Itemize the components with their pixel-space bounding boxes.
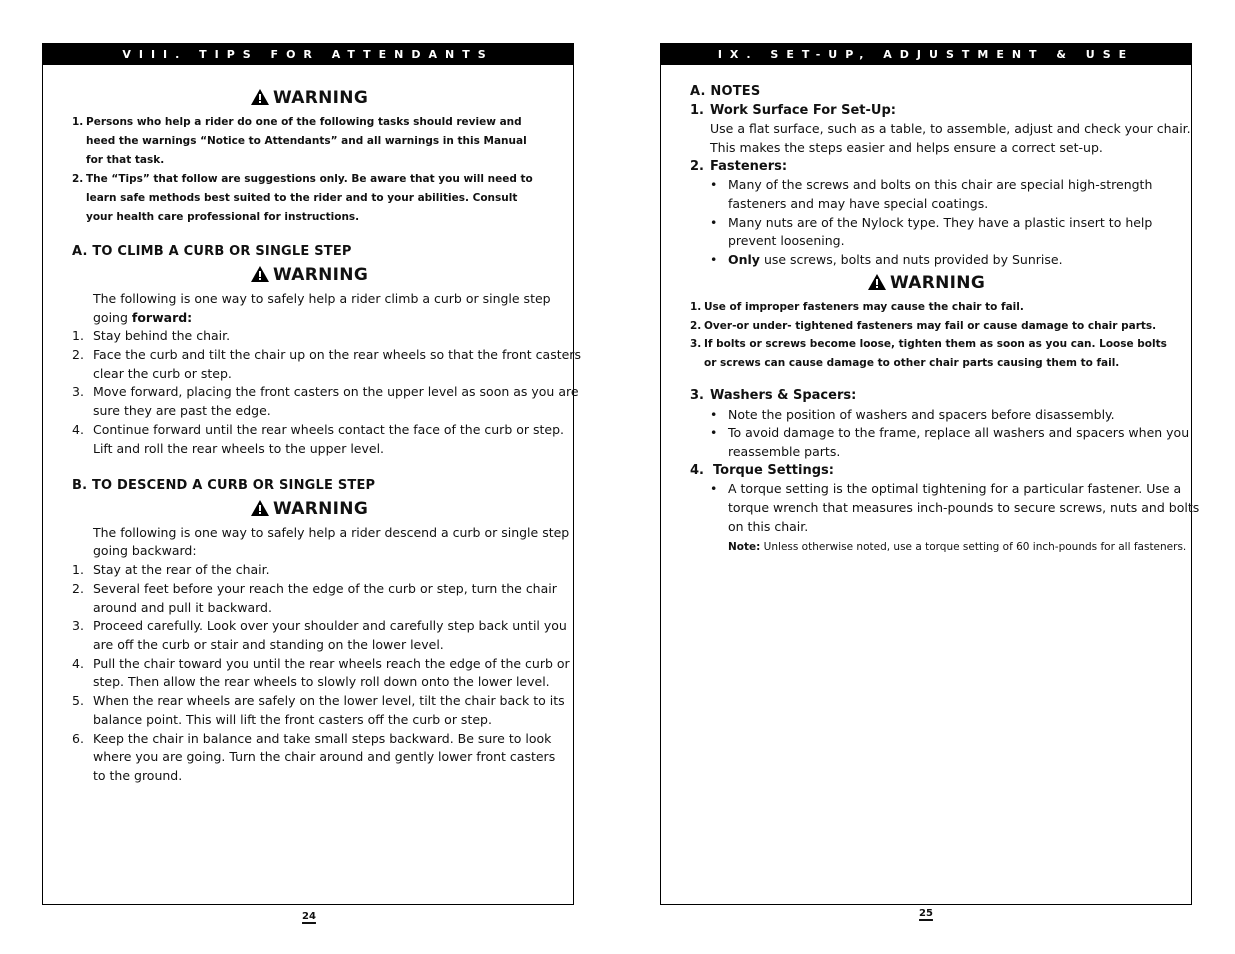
step-text-line: balance point. This will lift the front casters off the curb or step. bbox=[93, 712, 492, 727]
warning-label: WARNING bbox=[890, 273, 986, 293]
bullet-text-line: Many of the screws and bolts on this chair are special high-strength bbox=[728, 177, 1153, 192]
warning-text-line: your health care professional for instructions. bbox=[86, 211, 360, 223]
step-number: 1. bbox=[72, 562, 84, 577]
warning-text-line: for that task. bbox=[86, 154, 165, 166]
step-text-line: Stay at the rear of the chair. bbox=[93, 562, 270, 577]
item-number: 1. bbox=[690, 103, 704, 118]
step-text-line: clear the curb or step. bbox=[93, 366, 232, 381]
warning-text-line: Use of improper fasteners may cause the chair to fail. bbox=[704, 301, 1024, 313]
step-number: 3. bbox=[72, 384, 84, 399]
warning-number: 1. bbox=[72, 116, 84, 128]
bullet-text-line: fasteners and may have special coatings. bbox=[728, 196, 989, 211]
intro-line: The following is one way to safely help a rider descend a curb or single step bbox=[93, 525, 570, 540]
section-title-descend-curb: B. TO DESCEND A CURB OR SINGLE STEP bbox=[72, 478, 376, 493]
warning-number: 2. bbox=[690, 320, 702, 332]
warning-triangle-icon bbox=[867, 273, 887, 291]
note-text: Unless otherwise noted, use a torque setting of 60 inch-pounds for all fasteners. bbox=[760, 541, 1187, 553]
step-number: 2. bbox=[72, 347, 84, 362]
item-title-washers-spacers: Washers & Spacers: bbox=[710, 388, 857, 403]
bullet-text: use screws, bolts and nuts provided by Sunrise. bbox=[759, 252, 1063, 267]
intro-emphasis: forward: bbox=[131, 310, 193, 325]
step-text-line: step. Then allow the rear wheels to slowly roll down onto the lower level. bbox=[93, 674, 550, 689]
warning-heading bbox=[250, 265, 368, 285]
item-text-line: Use a flat surface, such as a table, to assemble, adjust and check your chair. bbox=[710, 121, 1191, 136]
page-number-left: 24 bbox=[302, 911, 316, 922]
warning-triangle-icon bbox=[250, 88, 270, 106]
warning-text-line: Persons who help a rider do one of the following tasks should review and bbox=[86, 116, 522, 128]
section-header-setup-adjustment-use: IX. SET-UP, ADJUSTMENT & USE bbox=[661, 44, 1191, 65]
step-number: 4. bbox=[72, 656, 84, 671]
step-text-line: Pull the chair toward you until the rear wheels reach the edge of the curb or bbox=[93, 656, 570, 671]
left-page bbox=[42, 43, 581, 905]
bullet-icon: • bbox=[710, 407, 718, 422]
bullet-icon: • bbox=[710, 177, 718, 192]
left-page-content bbox=[43, 65, 581, 904]
bullet-text-line: Note the position of washers and spacers before disassembly. bbox=[728, 407, 1115, 422]
step-number: 4. bbox=[72, 422, 84, 437]
warning-heading bbox=[867, 273, 985, 293]
bullet-icon: • bbox=[710, 252, 718, 267]
warning-number: 2. bbox=[72, 173, 84, 185]
bullet-text-line bbox=[728, 251, 1063, 270]
item-number: 3. bbox=[690, 388, 704, 403]
step-text-line: Stay behind the chair. bbox=[93, 328, 231, 343]
warning-label: WARNING bbox=[273, 499, 369, 519]
step-text-line: Several feet before your reach the edge of the curb or step, turn the chair bbox=[93, 581, 557, 596]
warning-triangle-icon bbox=[250, 265, 270, 283]
bullet-text-line: on this chair. bbox=[728, 519, 809, 534]
warning-number: 1. bbox=[690, 301, 702, 313]
section-title-climb-curb: A. TO CLIMB A CURB OR SINGLE STEP bbox=[72, 244, 352, 259]
item-title-torque-settings: Torque Settings: bbox=[713, 463, 834, 478]
step-number: 3. bbox=[72, 618, 84, 633]
bullet-text-line: reassemble parts. bbox=[728, 444, 841, 459]
right-page bbox=[660, 43, 1200, 905]
step-text-line: Face the curb and tilt the chair up on the rear wheels so that the front casters bbox=[93, 347, 581, 362]
warning-triangle-icon bbox=[250, 499, 270, 517]
right-page-content bbox=[661, 65, 1200, 904]
step-text-line: around and pull it backward. bbox=[93, 600, 272, 615]
step-text-line: Proceed carefully. Look over your shoulder and carefully step back until you bbox=[93, 618, 567, 633]
item-title-work-surface: Work Surface For Set-Up: bbox=[710, 103, 896, 118]
step-text-line: sure they are past the edge. bbox=[93, 403, 271, 418]
step-text-line: Move forward, placing the front casters on the upper level as soon as you are bbox=[93, 384, 579, 399]
step-number: 2. bbox=[72, 581, 84, 596]
item-number: 4. bbox=[690, 463, 704, 478]
item-text-line: This makes the steps easier and helps ensure a correct set-up. bbox=[710, 140, 1103, 155]
bullet-text-line: prevent loosening. bbox=[728, 233, 845, 248]
warning-heading bbox=[250, 88, 368, 108]
step-number: 6. bbox=[72, 731, 84, 746]
bullet-icon: • bbox=[710, 215, 718, 230]
bullet-emphasis: Only bbox=[728, 252, 760, 267]
page-number-right: 25 bbox=[919, 908, 933, 919]
step-text-line: where you are going. Turn the chair around and gently lower front casters bbox=[93, 749, 556, 764]
section-header-tips-for-attendants: VIII. TIPS FOR ATTENDANTS bbox=[43, 44, 573, 65]
step-text-line: Keep the chair in balance and take small steps backward. Be sure to look bbox=[93, 731, 552, 746]
step-text-line: are off the curb or stair and standing on the lower level. bbox=[93, 637, 444, 652]
warning-heading bbox=[250, 499, 368, 519]
warning-text-line: learn safe methods best suited to the rider and to your abilities. Consult bbox=[86, 192, 518, 204]
warning-text-line: The “Tips” that follow are suggestions only. Be aware that you will need to bbox=[86, 173, 533, 185]
warning-label: WARNING bbox=[273, 265, 369, 285]
section-title-notes: A. NOTES bbox=[690, 84, 761, 99]
bullet-icon: • bbox=[710, 481, 718, 496]
warning-text-line: Over-or under- tightened fasteners may fail or cause damage to chair parts. bbox=[704, 320, 1157, 332]
warning-text-line: heed the warnings “Notice to Attendants” and all warnings in this Manual bbox=[86, 135, 527, 147]
bullet-icon: • bbox=[710, 425, 718, 440]
warning-text-line: or screws can cause damage to other chair parts causing them to fail. bbox=[704, 357, 1120, 369]
note-label: Note: bbox=[728, 541, 761, 553]
item-number: 2. bbox=[690, 159, 704, 174]
step-number: 1. bbox=[72, 328, 84, 343]
warning-number: 3. bbox=[690, 338, 702, 350]
item-title-fasteners: Fasteners: bbox=[710, 159, 788, 174]
step-text-line: When the rear wheels are safely on the lower level, tilt the chair back to its bbox=[93, 693, 565, 708]
bullet-text-line: To avoid damage to the frame, replace all washers and spacers when you bbox=[728, 425, 1190, 440]
bullet-text-line: torque wrench that measures inch-pounds to secure screws, nuts and bolts bbox=[728, 500, 1200, 515]
intro-line: going backward: bbox=[93, 543, 197, 558]
step-number: 5. bbox=[72, 693, 84, 708]
intro-text: going bbox=[93, 310, 132, 325]
step-text-line: Continue forward until the rear wheels contact the face of the curb or step. bbox=[93, 422, 565, 437]
warning-label: WARNING bbox=[273, 88, 369, 108]
warning-text-line: If bolts or screws become loose, tighten them as soon as you can. Loose bolts bbox=[704, 338, 1167, 350]
intro-line: The following is one way to safely help a rider climb a curb or single step bbox=[93, 291, 551, 306]
intro-line bbox=[93, 309, 192, 328]
bullet-text-line: A torque setting is the optimal tightening for a particular fastener. Use a bbox=[728, 481, 1182, 496]
step-text-line: to the ground. bbox=[93, 768, 183, 783]
torque-note bbox=[728, 538, 1186, 557]
bullet-text-line: Many nuts are of the Nylock type. They have a plastic insert to help bbox=[728, 215, 1153, 230]
step-text-line: Lift and roll the rear wheels to the upper level. bbox=[93, 441, 385, 456]
